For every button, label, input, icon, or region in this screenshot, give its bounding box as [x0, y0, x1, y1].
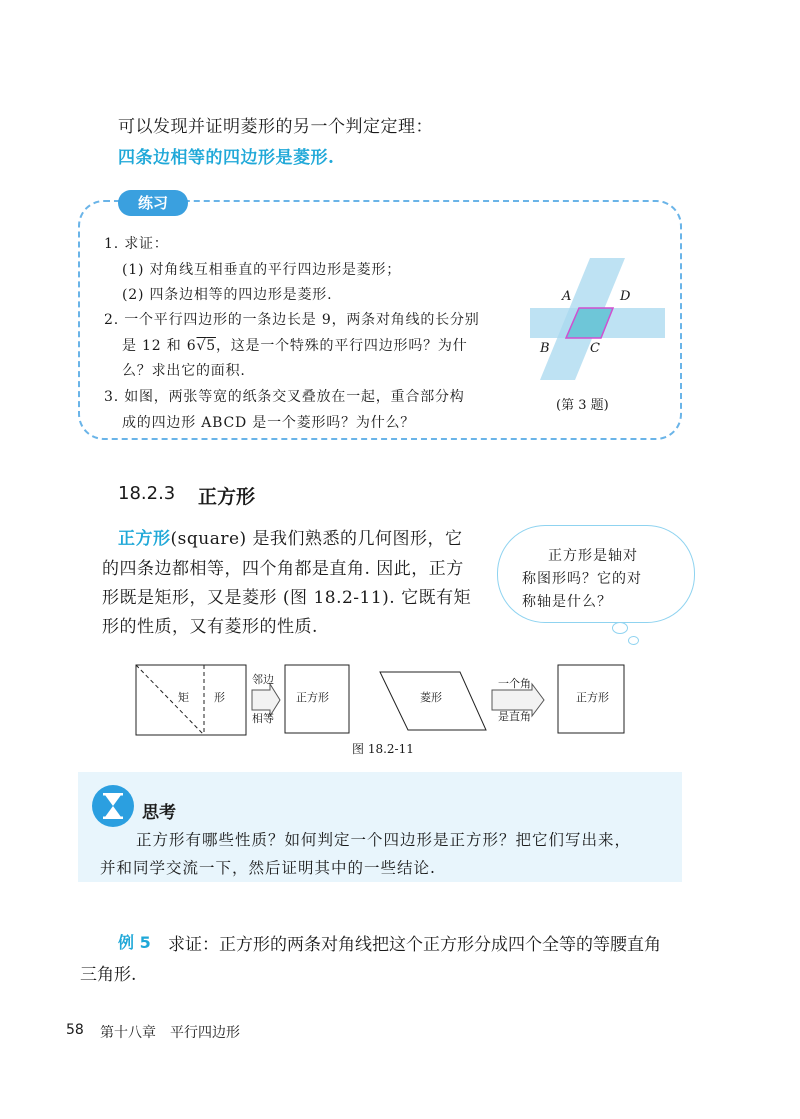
page-number: 58 [66, 1022, 84, 1038]
figure-caption-3: (第 3 题) [556, 398, 609, 413]
intro-line: 可以发现并证明菱形的另一个判定定理： [118, 117, 433, 137]
body-line-3: 形既是矩形，又是菱形 (图 18.2-11). 它既有矩 [102, 588, 472, 608]
bubble-dot [628, 636, 639, 645]
exercise-2-line1: 2. 一个平行四边形的一条边长是 9，两条对角线的长分别 [104, 312, 480, 328]
rect-diagonal [136, 665, 204, 735]
arrow-2-bottom-label: 是直角 [498, 710, 531, 723]
hourglass-glyph [92, 785, 134, 827]
exercise-2-pre: 是 12 和 6 [122, 338, 197, 354]
hourglass-icon [92, 785, 134, 827]
practice-tag: 练习 [118, 190, 188, 216]
radicand: 5 [206, 338, 216, 354]
rhombus-label: 菱形 [420, 691, 442, 704]
think-line-1: 正方形有哪些性质？如何判定一个四边形是正方形？把它们写出来， [136, 831, 632, 849]
exercise-2-line3: 么？求出它的面积. [122, 363, 246, 379]
body-line-1-rest: (square) 是我们熟悉的几何图形，它 [170, 529, 463, 549]
body-line-4: 形的性质，又有菱形的性质. [102, 617, 318, 637]
square-label-1: 正方形 [296, 691, 329, 704]
paper-strips-figure [520, 250, 670, 390]
body-line-2: 的四条边都相等，四个角都是直角. 因此，正方 [102, 559, 464, 579]
rectangle-shape [136, 665, 246, 735]
label-a: A [562, 289, 572, 304]
body-line-1 [118, 524, 463, 549]
chapter-title: 第十八章 平行四边形 [100, 1025, 240, 1041]
bubble-dot [612, 622, 628, 634]
exercise-3-line1: 3. 如图，两张等宽的纸条交叉叠放在一起，重合部分构 [104, 389, 465, 405]
rect-label-right: 形 [214, 691, 225, 704]
example-label: 例 5 [118, 933, 151, 952]
exercise-2-line2 [122, 335, 468, 355]
term-square: 正方形 [118, 529, 171, 549]
example-line-1: 求证：正方形的两条对角线把这个正方形分成四个全等的等腰直角 [168, 935, 661, 955]
theorem-statement: 四条边相等的四边形是菱形. [118, 148, 335, 168]
sqrt-radicand: √5 [196, 338, 216, 354]
arrow-1-top-label: 邻边 [252, 673, 274, 686]
figure-18-2-11 [130, 660, 640, 740]
example-line-2: 三角形. [80, 965, 137, 985]
bubble-line-1: 正方形是轴对 [548, 548, 638, 564]
section-number: 18.2.3 [118, 483, 176, 504]
bubble-line-3: 称轴是什么？ [522, 594, 612, 610]
exercise-1: 1. 求证： [104, 236, 169, 252]
bubble-line-2: 称图形吗？它的对 [522, 571, 642, 587]
exercise-3-line2: 成的四边形 ABCD 是一个菱形吗？为什么？ [122, 415, 416, 431]
label-b: B [540, 341, 550, 356]
label-d: D [620, 289, 631, 304]
arrow-2-top-label: 一个角 [498, 677, 531, 690]
think-line-2: 并和同学交流一下，然后证明其中的一些结论. [100, 859, 436, 877]
label-c: C [590, 341, 600, 356]
think-title: 思考 [142, 803, 176, 823]
section-title: 正方形 [198, 486, 256, 508]
arrow-1-bottom-label: 相等 [252, 712, 274, 725]
square-label-2: 正方形 [576, 691, 609, 704]
exercise-1b: (2) 四条边相等的四边形是菱形. [122, 287, 333, 303]
exercise-2-post: ，这是一个特殊的平行四边形吗？为什 [215, 338, 468, 354]
rect-label-left: 矩 [178, 691, 189, 704]
figure-caption: 图 18.2-11 [352, 742, 414, 756]
exercise-1a: (1) 对角线互相垂直的平行四边形是菱形； [122, 262, 402, 278]
